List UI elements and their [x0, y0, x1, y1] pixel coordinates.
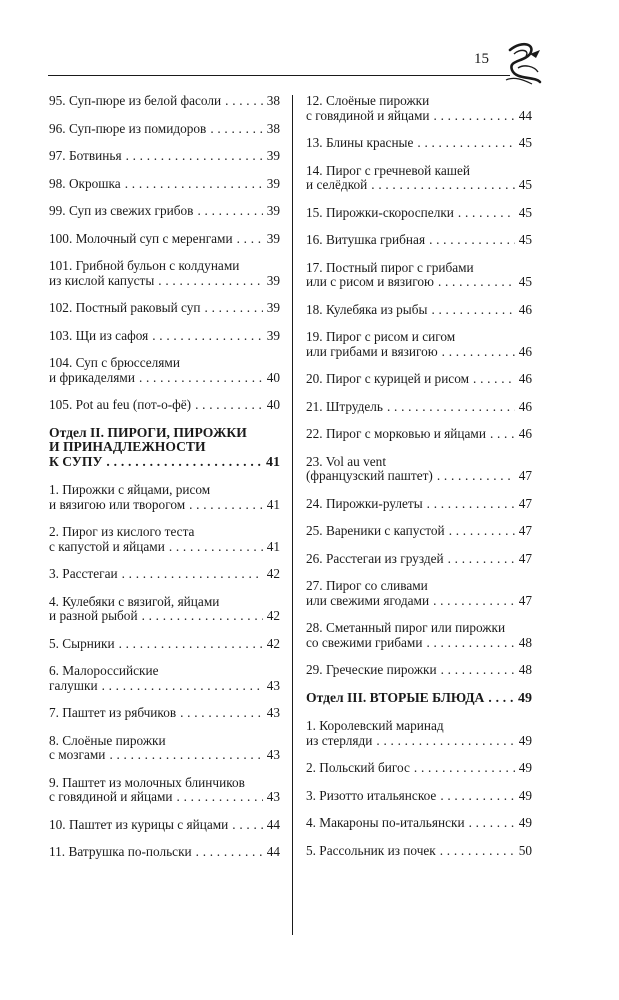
dot-leader: [189, 498, 263, 513]
toc-entry-line: [306, 233, 532, 248]
toc-entry-line: [306, 621, 532, 636]
toc-entry-line: [306, 261, 532, 276]
toc-entry-line: [306, 206, 532, 221]
toc-entry-title: К СУПУ: [49, 453, 103, 469]
toc-entry-title: 105. Pot au feu (пот-о-фё): [49, 397, 192, 412]
toc-entry-title: 8. Слоёные пирожки: [49, 732, 166, 748]
toc-entry-title: 17. Постный пирог с грибами: [306, 259, 474, 275]
toc-page-number: 43: [266, 677, 280, 693]
dot-leader: [371, 178, 514, 193]
toc-entry: [306, 663, 532, 678]
toc-entry-line: [49, 790, 280, 805]
dot-leader: [488, 691, 514, 706]
dot-leader: [429, 233, 515, 248]
toc-entry-title: И ПРИНАДЛЕЖНОСТИ: [49, 439, 206, 454]
toc-entry-line: [306, 345, 532, 360]
toc-entry: [306, 789, 532, 804]
toc-page-number: 47: [518, 495, 532, 511]
toc-entry-line: [306, 719, 532, 734]
toc-page-number: 44: [518, 107, 532, 123]
toc-entry: [306, 579, 532, 608]
toc-entry: [306, 261, 532, 290]
toc-page-number: 41: [266, 454, 280, 470]
ornament-icon: [500, 40, 550, 90]
toc-entry: [306, 719, 532, 748]
toc-entry-title: Отдел III. ВТОРЫЕ БЛЮДА: [306, 689, 485, 705]
toc-entry-line: [306, 275, 532, 290]
toc-entry-line: [49, 845, 280, 860]
toc-entry-line: [306, 94, 532, 109]
toc-page-number: 46: [518, 426, 532, 441]
toc-entry: [306, 206, 532, 221]
toc-entry: [49, 204, 280, 219]
toc-page-number: 46: [518, 398, 532, 414]
dot-leader: [417, 136, 514, 151]
dot-leader: [448, 552, 515, 567]
toc-entry-title: с мозгами: [49, 747, 106, 762]
toc-entry-title: 101. Грибной бульон с колдунами: [49, 258, 240, 273]
toc-entry: [306, 400, 532, 415]
toc-entry-title: 104. Суп с брюсселями: [49, 355, 180, 370]
toc-entry: [49, 122, 280, 137]
toc-page-number: 47: [518, 523, 532, 538]
toc-entry-title: (французский паштет): [306, 468, 433, 483]
dot-leader: [152, 329, 262, 344]
toc-page-number: 48: [518, 662, 532, 677]
toc-entry-title: и селёдкой: [306, 177, 368, 192]
toc-entry-line: [49, 301, 280, 316]
toc-entry-line: [306, 761, 532, 776]
toc-entry-title: 4. Макароны по-итальянски: [306, 815, 465, 830]
toc-entry-line: [49, 609, 280, 624]
toc-entry-title: 11. Ватрушка по-польски: [49, 844, 192, 859]
toc-entry: [49, 329, 280, 344]
toc-entry-title: 23. Vol au vent: [306, 453, 387, 469]
toc-entry-title: Отдел II. ПИРОГИ, ПИРОЖКИ: [49, 424, 247, 440]
toc-entry-title: 9. Паштет из молочных блинчиков: [49, 774, 245, 790]
toc-page-number: 49: [518, 760, 532, 775]
toc-entry-title: 95. Суп-пюре из белой фасоли: [49, 93, 222, 108]
toc-entry-line: [306, 330, 532, 345]
toc-page-number: 43: [266, 789, 280, 804]
toc-page-number: 39: [266, 148, 280, 163]
dot-leader: [434, 109, 515, 124]
toc-entry: [49, 398, 280, 413]
dot-leader: [232, 818, 262, 833]
dot-leader: [139, 371, 263, 386]
toc-entry-line: [306, 372, 532, 387]
toc-entry-line: [49, 232, 280, 247]
toc-page-number: 49: [518, 815, 532, 830]
toc-page-number: 39: [266, 203, 280, 218]
dot-leader: [210, 122, 262, 137]
toc-page-number: 48: [518, 634, 532, 650]
toc-entry: [306, 552, 532, 567]
toc-page-number: 46: [518, 301, 532, 317]
toc-entry: [306, 94, 532, 123]
toc-entry-title: 2. Польский бигос: [306, 760, 410, 775]
toc-entry-line: [49, 177, 280, 192]
toc-entry-title: 5. Сырники: [49, 635, 115, 651]
toc-left-column: [49, 94, 280, 873]
toc-entry: [49, 818, 280, 833]
toc-entry: [49, 525, 280, 554]
toc-entry: [49, 664, 280, 693]
toc-entry: [306, 816, 532, 831]
dot-leader: [440, 789, 514, 804]
dot-leader: [197, 204, 262, 219]
dot-leader: [177, 790, 263, 805]
toc-page-number: 39: [266, 300, 280, 315]
toc-entry-line: [49, 371, 280, 386]
toc-page-number: 44: [266, 816, 280, 832]
dot-leader: [106, 455, 262, 470]
toc-entry: [49, 734, 280, 763]
dot-leader: [458, 206, 515, 221]
toc-entry: [49, 232, 280, 247]
toc-entry: [306, 303, 532, 318]
toc-entry-title: 97. Ботвинья: [49, 148, 122, 163]
toc-entry-title: 26. Расстегаи из груздей: [306, 550, 444, 566]
toc-entry-title: 29. Греческие пирожки: [306, 662, 437, 677]
dot-leader: [438, 275, 515, 290]
dot-leader: [122, 567, 263, 582]
toc-entry-line: [49, 94, 280, 109]
toc-entry-title: 16. Витушка грибная: [306, 232, 426, 247]
toc-entry: [49, 706, 280, 721]
toc-entry-title: 103. Щи из сафоя: [49, 327, 149, 343]
toc-entry-title: 102. Постный раковый суп: [49, 300, 201, 315]
toc-entry: [306, 427, 532, 442]
toc-page-number: 41: [266, 538, 280, 554]
dot-leader: [490, 427, 515, 442]
toc-section-heading: [306, 691, 532, 707]
dot-leader: [102, 679, 263, 694]
toc-page-number: 42: [266, 635, 280, 651]
toc-page-number: 39: [266, 175, 280, 191]
toc-entry-title: галушки: [49, 677, 98, 693]
toc-page-number: 46: [518, 343, 532, 359]
toc-entry: [306, 761, 532, 776]
toc-entry: [306, 621, 532, 650]
toc-entry-title: с капустой и яйцами: [49, 538, 165, 554]
dot-leader: [449, 524, 515, 539]
dot-leader: [433, 594, 515, 609]
toc-page-number: 45: [518, 232, 532, 247]
toc-page-number: 45: [518, 135, 532, 150]
toc-entry-title: или с рисом и вязигою: [306, 274, 434, 289]
dot-leader: [125, 177, 263, 192]
toc-entry-line: [306, 303, 532, 318]
toc-entry: [49, 637, 280, 652]
toc-page-number: 47: [518, 550, 532, 566]
toc-entry-title: 21. Штрудель: [306, 398, 383, 414]
toc-page-number: 42: [266, 608, 280, 623]
toc-entry: [49, 567, 280, 582]
toc-page-number: 45: [518, 177, 532, 192]
toc-entry-line: [306, 844, 532, 859]
toc-entry-title: 14. Пирог с гречневой кашей: [306, 162, 471, 178]
toc-entry-title: 19. Пирог с рисом и сигом: [306, 329, 456, 344]
dot-leader: [431, 303, 514, 318]
toc-entry-title: 4. Кулебяки с вязигой, яйцами: [49, 593, 220, 609]
toc-page-number: 45: [518, 274, 532, 289]
toc-entry-line: [306, 636, 532, 651]
toc-entry-line: [306, 136, 532, 151]
toc-entry-title: 18. Кулебяка из рыбы: [306, 301, 428, 317]
toc-entry-line: [306, 552, 532, 567]
toc-entry: [306, 136, 532, 151]
toc-page-number: 49: [518, 787, 532, 803]
toc-page-number: 49: [518, 732, 532, 748]
toc-entry-line: [306, 691, 532, 707]
toc-entry-title: 99. Суп из свежих грибов: [49, 203, 194, 218]
toc-entry-line: [49, 818, 280, 833]
toc-entry-line: [49, 734, 280, 749]
toc-page-number: 43: [266, 705, 280, 720]
toc-entry-title: и вязигою или творогом: [49, 496, 186, 512]
toc-entry-title: 15. Пирожки-скороспелки: [306, 204, 454, 220]
toc-entry-title: 7. Паштет из рябчиков: [49, 705, 177, 720]
header-rule: [48, 75, 510, 76]
toc-entry: [49, 301, 280, 316]
toc-entry-line: [49, 398, 280, 413]
toc-entry-title: 22. Пирог с морковью и яйцами: [306, 426, 486, 441]
toc-entry-line: [49, 567, 280, 582]
dot-leader: [196, 845, 263, 860]
toc-entry-line: [49, 259, 280, 274]
toc-page-number: 47: [518, 592, 532, 608]
toc-entry-line: [49, 426, 280, 441]
toc-right-column: [306, 94, 532, 871]
toc-entry-title: 13. Блины красные: [306, 135, 414, 150]
dot-leader: [237, 232, 263, 247]
toc-entry-line: [49, 356, 280, 371]
toc-entry-line: [306, 497, 532, 512]
toc-entry: [49, 845, 280, 860]
toc-entry-line: [306, 164, 532, 179]
toc-entry: [49, 259, 280, 288]
toc-entry-title: или свежими ягодами: [306, 592, 430, 608]
dot-leader: [169, 540, 263, 555]
toc-page-number: 42: [266, 566, 280, 581]
toc-page-number: 38: [266, 120, 280, 136]
toc-entry-line: [49, 498, 280, 513]
toc-entry-title: 100. Молочный суп с меренгами: [49, 230, 233, 246]
toc-entry-line: [306, 109, 532, 124]
toc-entry: [306, 844, 532, 859]
dot-leader: [119, 637, 263, 652]
toc-entry-line: [49, 440, 280, 455]
toc-entry-line: [49, 637, 280, 652]
toc-entry-line: [49, 595, 280, 610]
toc-entry-line: [49, 664, 280, 679]
toc-entry-line: [49, 748, 280, 763]
toc-entry-line: [49, 540, 280, 555]
toc-page-number: 41: [266, 496, 280, 512]
toc-entry: [49, 356, 280, 385]
toc-entry-line: [49, 455, 280, 471]
toc-entry-line: [306, 427, 532, 442]
toc-entry-line: [49, 525, 280, 540]
dot-leader: [158, 274, 262, 289]
dot-leader: [437, 469, 515, 484]
toc-entry-line: [49, 204, 280, 219]
toc-entry-title: 27. Пирог со сливами: [306, 578, 428, 593]
dot-leader: [376, 734, 514, 749]
toc-entry-title: и разной рыбой: [49, 608, 138, 623]
toc-entry-line: [306, 594, 532, 609]
dot-leader: [142, 609, 263, 624]
toc-entry-line: [306, 789, 532, 804]
toc-entry-line: [306, 455, 532, 470]
toc-entry-line: [306, 524, 532, 539]
page-number: 15: [474, 51, 489, 67]
dot-leader: [387, 400, 515, 415]
toc-entry: [49, 94, 280, 109]
toc-entry-title: или грибами и вязигою: [306, 343, 438, 359]
dot-leader: [426, 636, 514, 651]
toc-entry: [49, 776, 280, 805]
toc-entry-line: [49, 329, 280, 344]
toc-entry-title: 5. Рассольник из почек: [306, 842, 436, 858]
toc-entry: [49, 177, 280, 192]
toc-entry-title: и фрикаделями: [49, 369, 135, 385]
toc-entry-title: из стерляди: [306, 732, 373, 748]
toc-entry: [306, 372, 532, 387]
toc-entry-line: [49, 483, 280, 498]
dot-leader: [440, 844, 515, 859]
toc-entry-line: [306, 579, 532, 594]
toc-entry: [306, 164, 532, 193]
toc-entry-title: с говядиной и яйцами: [306, 107, 430, 123]
dot-leader: [195, 398, 263, 413]
toc-page-number: 40: [266, 369, 280, 385]
toc-entry: [306, 524, 532, 539]
toc-page-number: 38: [266, 93, 280, 108]
toc-entry-line: [49, 274, 280, 289]
toc-page-number: 47: [518, 468, 532, 483]
toc-entry-line: [49, 149, 280, 164]
toc-page-number: 43: [266, 747, 280, 762]
dot-leader: [109, 748, 262, 763]
toc-entry-title: 3. Расстегаи: [49, 566, 118, 581]
toc-entry-line: [306, 400, 532, 415]
toc-entry-line: [49, 706, 280, 721]
toc-page-number: 39: [266, 327, 280, 343]
toc-entry-title: 1. Королевский маринад: [306, 718, 444, 733]
toc-entry-title: 96. Суп-пюре из помидоров: [49, 120, 207, 136]
dot-leader: [441, 663, 515, 678]
toc-entry-title: 25. Вареники с капустой: [306, 523, 445, 538]
dot-leader: [442, 345, 515, 360]
dot-leader: [205, 301, 263, 316]
toc-entry-line: [49, 679, 280, 694]
toc-page-number: 46: [518, 371, 532, 386]
dot-leader: [414, 761, 515, 776]
toc-entry: [306, 497, 532, 512]
toc-entry: [49, 149, 280, 164]
toc-page-number: 39: [266, 272, 280, 288]
toc-entry-title: 24. Пирожки-рулеты: [306, 495, 423, 511]
toc-page-number: 39: [266, 230, 280, 246]
toc-entry-line: [49, 122, 280, 137]
dot-leader: [225, 94, 263, 109]
toc-page-number: 49: [518, 690, 532, 706]
dot-leader: [180, 706, 263, 721]
toc-entry-title: 20. Пирог с курицей и рисом: [306, 371, 470, 386]
dot-leader: [469, 816, 515, 831]
dot-leader: [126, 149, 263, 164]
toc-entry-title: из кислой капусты: [49, 272, 155, 288]
toc-entry-title: 2. Пирог из кислого теста: [49, 524, 195, 539]
toc-entry-line: [306, 469, 532, 484]
toc-section-heading: [49, 426, 280, 471]
toc-entry-title: 98. Окрошка: [49, 175, 121, 191]
toc-entry-line: [306, 816, 532, 831]
toc-entry: [49, 595, 280, 624]
toc-entry-line: [306, 734, 532, 749]
column-divider: [292, 95, 293, 935]
toc-entry-title: со свежими грибами: [306, 634, 423, 650]
toc-entry-title: 1. Пирожки с яйцами, рисом: [49, 482, 211, 497]
toc-entry-title: 12. Слоёные пирожки: [306, 93, 430, 108]
toc-entry: [306, 330, 532, 359]
toc-entry-line: [49, 776, 280, 791]
toc-entry-title: 10. Паштет из курицы с яйцами: [49, 816, 229, 832]
toc-entry-title: 28. Сметанный пирог или пирожки: [306, 620, 506, 635]
toc-entry-title: с говядиной и яйцами: [49, 789, 173, 804]
toc-entry-title: 6. Малороссийские: [49, 663, 159, 678]
toc-entry-line: [306, 178, 532, 193]
toc-entry: [306, 233, 532, 248]
toc-entry-title: 3. Ризотто итальянское: [306, 787, 437, 803]
dot-leader: [427, 497, 515, 512]
toc-page-number: 45: [518, 204, 532, 220]
toc-entry-line: [306, 663, 532, 678]
toc-page-number: 40: [266, 397, 280, 412]
toc-entry: [49, 483, 280, 512]
toc-page-number: 50: [518, 842, 532, 858]
toc-page-number: 44: [266, 844, 280, 859]
dot-leader: [473, 372, 515, 387]
toc-entry: [306, 455, 532, 484]
